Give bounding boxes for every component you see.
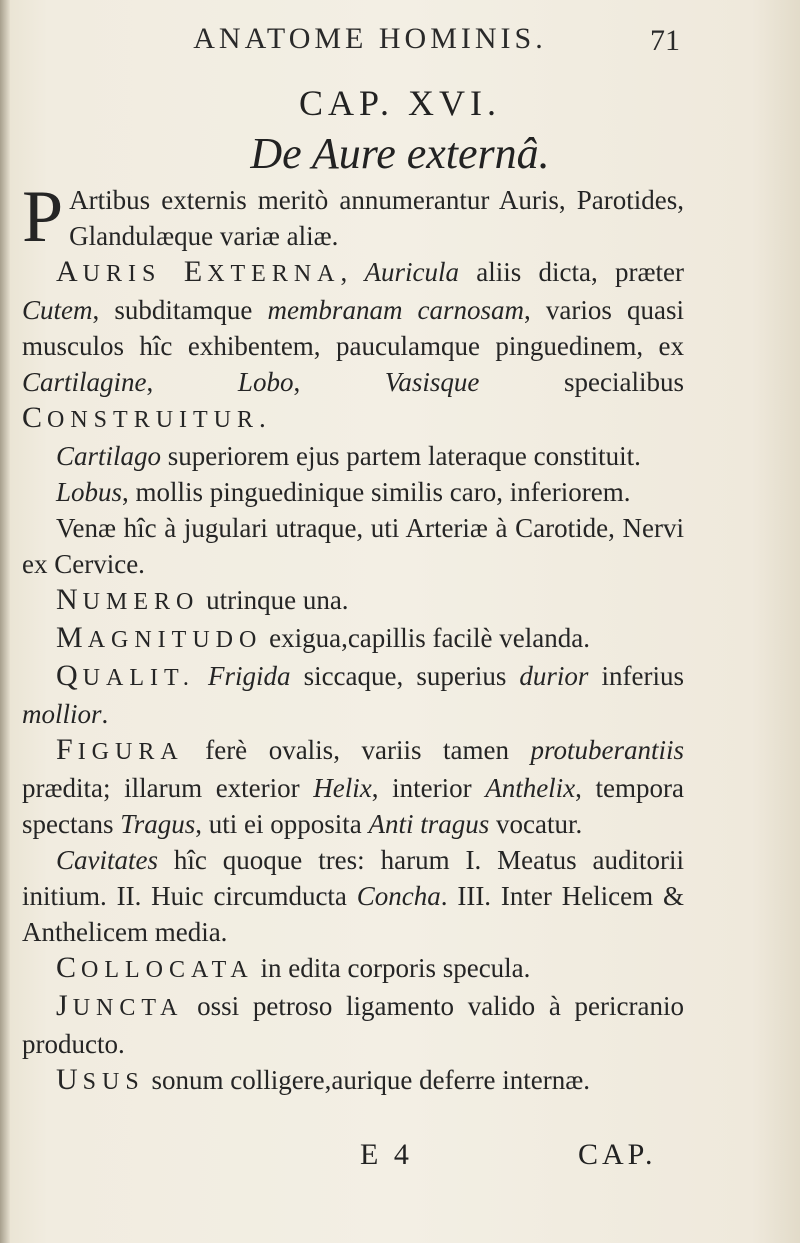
body-text [22, 176, 685, 1100]
paragraph: NUMERO utrinque una. [56, 583, 349, 616]
paragraph: QUALIT. Frigida siccaque, superius durior inferius mollior. [22, 659, 685, 729]
chapter-number: CAP. XVI. [298, 83, 502, 123]
paragraph [22, 176, 684, 258]
running-title: ANATOME HOMINIS. [193, 22, 547, 55]
paragraph: COLLOCATA in edita corporis specula. [56, 951, 531, 984]
page-gutter-shadow [0, 0, 10, 1243]
paragraph: Cavitates hîc quoque tres: harum I. Meatus auditorii initium. II. Huic circumducta Concha. III. Inter Helicem & Anthelicem media. [22, 845, 684, 947]
drop-cap: P [22, 176, 64, 258]
paragraph: FIGURA ferè ovalis, variis tamen protuberantiis prædita; illarum exterior Helix, interior Anthelix, tempora spectans Tragus, uti ei opposita Anti tragus vocatur. [22, 733, 684, 839]
paragraph: Cartilago superiorem ejus partem lateraque constituit. [56, 441, 641, 471]
paragraph-text: Artibus externis meritò annumerantur Auris, Parotides, Glandulæque variæ aliæ. [69, 185, 684, 251]
chapter-title: De Aure externâ. [250, 129, 550, 178]
signature-mark: E 4 [360, 1138, 413, 1171]
paragraph: JUNCTA ossi petroso ligamento valido à pericranio producto. [22, 989, 684, 1059]
catchword: CAP. [578, 1138, 657, 1171]
paragraph: MAGNITUDO exigua,capillis facilè velanda. [56, 621, 590, 654]
paragraph: AURIS EXTERNA, Auricula aliis dicta, præter Cutem, subditamque membranam carnosam, varios quasi musculos hîc exhibentem, pauculamque pinguedinem, ex Cartilagine, Lobo, Vasisque specialibus CONSTRUITUR. [22, 255, 684, 434]
paragraph: Venæ hîc à jugulari utraque, uti Arteriæ à Carotide, Nervi ex Cervice. [22, 513, 684, 579]
paragraph: Lobus, mollis pinguedinique similis caro, inferiorem. [56, 477, 631, 507]
page-number: 71 [650, 24, 680, 57]
paragraph: USUS sonum colligere,aurique deferre internæ. [56, 1063, 591, 1096]
